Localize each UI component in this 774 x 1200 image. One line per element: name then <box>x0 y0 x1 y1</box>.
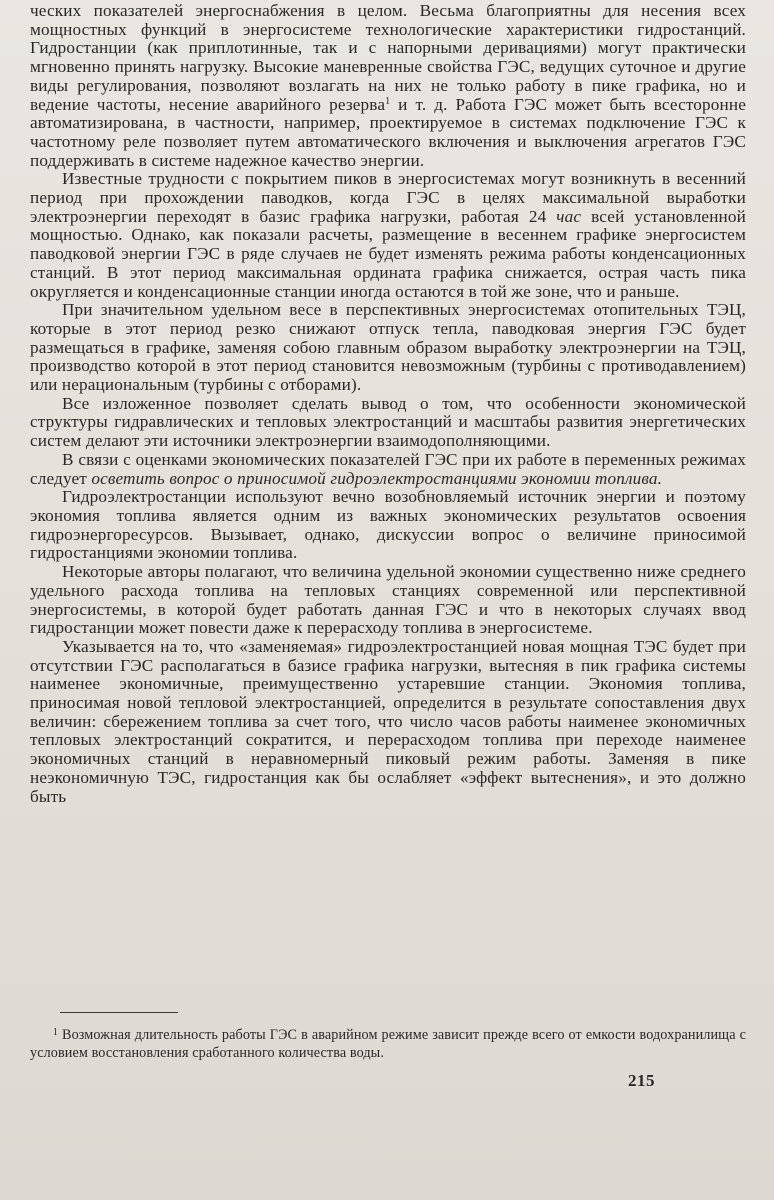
footnote-mark: 1 <box>52 1027 58 1038</box>
paragraph-5-text: В связи с оценками экономических показателей ГЭС при их работе в переменных режимах следует <box>30 449 746 488</box>
paragraph-8: Указывается на то, что «заменяемая» гидроэлектростанцией новая мощная ТЭС будет при отсутствии ГЭС располагаться в базисе графика нагрузки, вытесняя в пик графика системы наименее экономичные, преимущественно устаревшие станции. Экономия топлива, приносимая новой тепловой электростанцией, определится в результате сопоставления двух величин: сбережением топлива за счет того, что число часов работы наименее экономичных тепловых электростанций сократится, и перерасходом топлива при переходе наименее экономичных станций в неравномерный пиковый режим работы. Заменяя в пике неэкономичную ТЭС, гидростанция как бы ослабляет «эффект вытеснения», и это должно быть <box>30 636 746 806</box>
paragraph-2-tail: всей установленной мощностью. Однако, как показали расчеты, размещение в весеннем графике энергосистем паводковой энергии ГЭС в ряде случаев не будет изменять режима работы конденсационных станций. В этот период максимальная ордината графика снижается, острая часть пика округляется и конденсационные станции иногда остаются в той же зоне, что и раньше. <box>30 206 746 301</box>
paragraph-7: Некоторые авторы полагают, что величина удельной экономии существенно ниже среднего удельного расхода топлива на тепловых станциях современной или перспективной энергосистемы, в которой будет работать данная ГЭС и что в некоторых случаях ввод гидростанции может повести даже к перерасходу топлива в энергосистеме. <box>30 562 746 638</box>
body-text <box>30 2 746 806</box>
paragraph-5 <box>30 451 746 488</box>
paragraph-6: Гидроэлектростанции используют вечно возобновляемый источник энергии и поэтому экономия топлива является одним из важных экономических результатов освоения гидроэнергоресурсов. Вызывает, однако, дискуссии вопрос о величине приносимой гидростанциями экономии топлива. <box>30 487 746 563</box>
paragraph-3: При значительном удельном весе в перспективных энергосистемах отопительных ТЭЦ, которые в этот период резко снижают отпуск тепла, паводковая энергия ГЭС будет размещаться в графике, заменяя собою главным образом выработку электроэнергии на ТЭЦ, производство которой в этот период становится невозможным (турбины с противодавлением) или нерациональным (турбины с отборами). <box>30 300 746 395</box>
paragraph-1-text: ческих показателей энергоснабжения в целом. Весьма благоприятны для несения всех мощностных функций в энергосистеме технологические характеристики гидростанций. Гидростанции (как приплотинные, так и с напорными деривациями) могут практически мгновенно принять нагрузку. Высокие маневренные свойства ГЭС, ведущих суточное и другие виды регулирования, позволяют возлагать на них не только работу в пике графика, но и ведение частоты, несение аварийного резерва <box>30 1 746 114</box>
paragraph-2 <box>30 170 746 301</box>
paragraph-1 <box>30 2 746 170</box>
footnote-ref: 1 <box>385 95 391 107</box>
footnote <box>30 1024 746 1062</box>
footnote-divider <box>60 1012 178 1013</box>
unit-hours: час <box>556 206 582 226</box>
footnote-text: Возможная длительность работы ГЭС в аварийном режиме зависит прежде всего от емкости водохранилища с условием восстановления сработанного количества воды. <box>30 1027 746 1061</box>
paragraph-2-text: Известные трудности с покрытием пиков в энергосистемах могут возникнуть в весенний период при прохождении паводков, когда ГЭС в целях максимальной выработки электроэнергии переходят в базис графика нагрузки, работая 24 <box>30 169 746 226</box>
paragraph-4: Все изложенное позволяет сделать вывод о том, что особенности экономической структуры гидравлических и тепловых электростанций и масштабы развития энергетических систем делают эти источники электроэнергии взаимодополняющими. <box>30 393 746 451</box>
page-number: 215 <box>628 1071 655 1090</box>
paragraph-5-emphasis: осветить вопрос о приносимой гидроэлектростанциями экономии топлива. <box>91 468 663 488</box>
paragraph-1-tail: и т. д. Работа ГЭС может быть всесторонне автоматизирована, в частности, например, проектируемое в системах подключение ГЭС к частотному реле позволяет путем автоматического включения и выключения агрегатов ГЭС поддерживать в системе надежное качество энергии. <box>30 94 746 170</box>
